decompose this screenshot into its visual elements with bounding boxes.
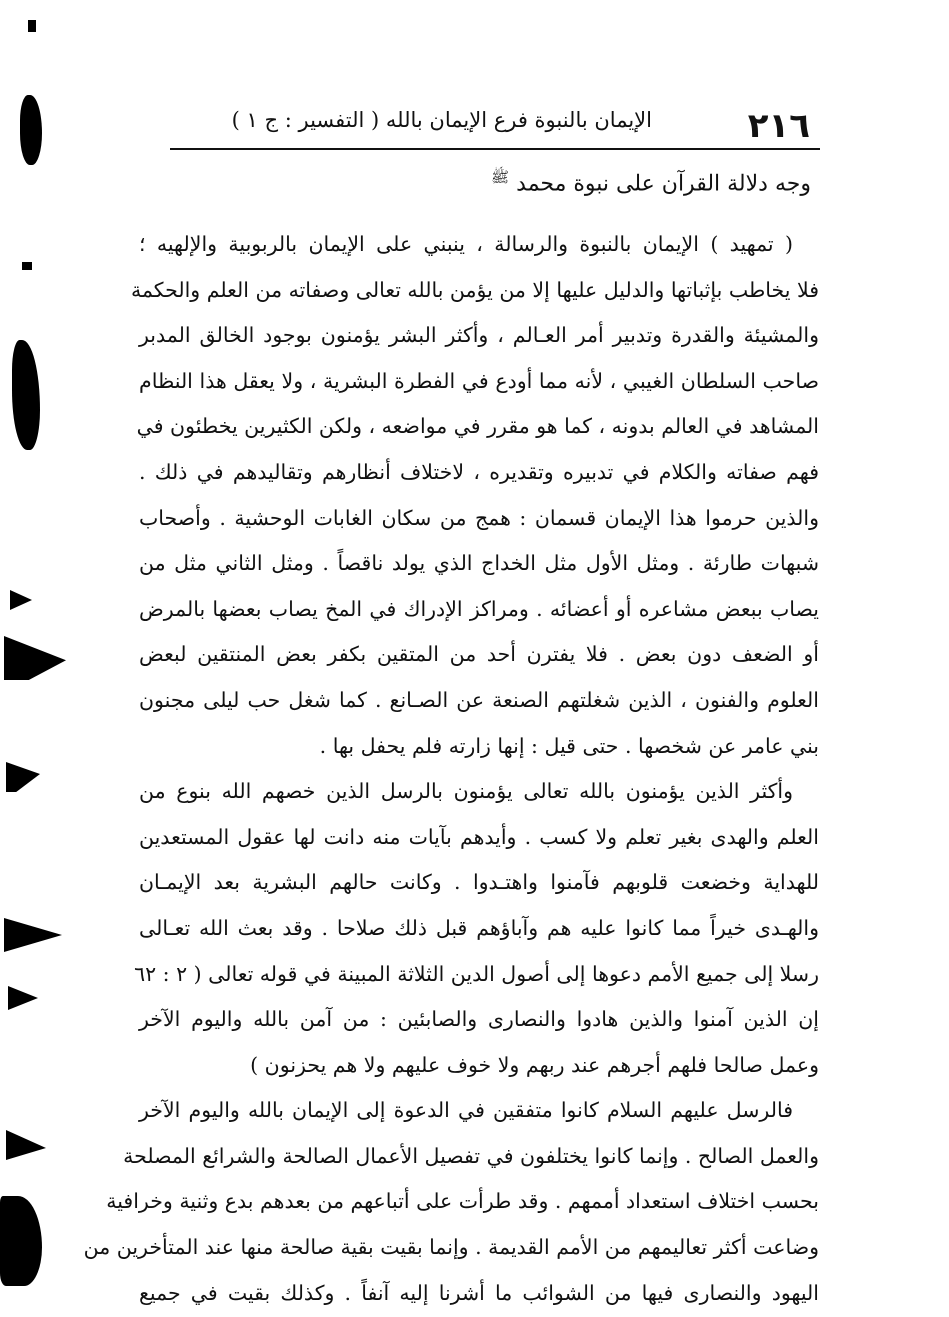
section-title — [491, 168, 811, 196]
text-line: والعمل الصالح . وإنما كانوا يختلفون في تفصيل الأعمال الصالحة والشرائع المصلحة — [123, 1143, 819, 1168]
text-line: إن الذين آمنوا والذين هادوا والنصارى والصابئين : من آمن بالله واليوم الآخر — [139, 1007, 819, 1032]
text-line: المشاهد في العالم بدونه ، كما هو مقرر في مواضعه ، ولكن الكثيرين يخطئون في — [136, 414, 819, 439]
scan-blot — [10, 590, 32, 610]
text-line: بني عامر عن شخصها . حتى قيل : إنها زارته فلم يحفل بها . — [319, 733, 819, 758]
text-line: فالرسل عليهم السلام كانوا متفقين في الدعوة إلى الإيمان بالله واليوم الآخر — [139, 1098, 793, 1123]
text-line: اليهود والنصارى فيها من الشوائب ما أشرنا إليه آنفاً . وكذلك بقيت في جميع — [139, 1280, 819, 1305]
text-line: ( تمهيد ) الإيمان بالنبوة والرسالة ، ينبني على الإيمان بالربوبية والإلهيه ؛ — [139, 232, 793, 256]
scan-blot — [20, 95, 42, 165]
text-line: وأكثر الذين يؤمنون بالله تعالى يؤمنون بالرسل الذين خصهم الله بنوع من — [139, 779, 793, 804]
text-line: للهداية وخضعت قلوبهم فآمنوا واهتـدوا . وكانت حالهم البشرية بعد الإيمـان — [139, 870, 819, 895]
body-text — [83, 222, 819, 1316]
text-line: يصاب ببعض مشاعره أو أعضائه . ومراكز الإدراك في المخ يصاب بعضها بالمرض — [139, 596, 819, 621]
text-line: أو الضعف دون بعض . فلا يفترن أحد من المتقين بكفر بعض المنتقين لبعض — [139, 642, 819, 667]
text-line: فلا يخاطب بإثباتها والدليل عليها إلا من يؤمن بالله تعالى وصفاته من العلم والحكمة — [130, 277, 819, 302]
running-head: الإيمان بالنبوة فرع الإيمان بالله ( التفسير : ج ١ ) — [231, 108, 652, 132]
text-line: والذين حرموا هذا الإيمان قسمان : همج من سكان الغابات الوحشية . وأصحاب — [139, 505, 819, 530]
scan-blot — [6, 1130, 46, 1160]
page-number: ٢١٦ — [747, 106, 810, 146]
scan-blot — [4, 918, 62, 952]
text-line: العلم والهدى بغير تعلم ولا كسب . وأيدهم بآيات منه دانت لها عقول المستعدين — [139, 824, 819, 849]
text-line: صاحب السلطان الغيبي ، لأنه مما أودع في الفطرة البشرية ، ولا يعقل هذا النظام — [139, 368, 819, 393]
text-line: والهـدى خيراً مما كانوا عليه هم وآباؤهم قبل ذلك صلاحا . وقد بعث الله تعـالى — [139, 915, 819, 940]
text-line: وعمل صالحا فلهم أجرهم عند ربهم ولا خوف عليهم ولا هم يحزنون ) — [250, 1052, 819, 1077]
scan-blot — [4, 636, 66, 680]
text-line: وضاعت أكثر تعاليمهم من الأمم القديمة . وإنما بقيت بقية صالحة منها عند المتأخرين من — [83, 1235, 819, 1260]
scan-blot — [8, 986, 38, 1010]
text-line: بحسب اختلاف استعداد أممهم . وقد طرأت على أتباعهم من بعدهم بدع وثنية وخرافية — [106, 1189, 819, 1214]
scan-blot — [22, 262, 32, 270]
text-line: والمشيئة والقدرة وتدبير أمر العـالم ، وأكثر البشر يؤمنون بوجود الخالق المدبر — [139, 323, 819, 348]
text-line: شبهات طارئة . ومثل الأول مثل الخداج الذي يولد ناقصاً . ومثل الثاني مثل من — [139, 551, 819, 576]
text-line: العلوم والفنون ، الذين شغلتهم الصنعة عن الصـانع . كما شغل حب ليلى مجنون — [139, 687, 819, 712]
scan-blot — [6, 762, 40, 792]
text-line: فهم صفاته والكلام في تدبيره وتقديره ، لاختلاف أنظارهم وتقاليدهم في ذلك . — [139, 459, 819, 484]
scan-blot — [0, 1196, 42, 1286]
honorific-mark: ﷺ — [491, 168, 510, 186]
scan-blot — [28, 20, 36, 32]
section-title-text: وجه دلالة القرآن على نبوة محمد — [516, 171, 811, 197]
header-rule — [170, 148, 820, 150]
scan-blot — [12, 340, 40, 450]
page-header — [170, 96, 820, 146]
text-line: رسلا إلى جميع الأمم دعوها إلى أصول الدين الثلاثة المبينة في قوله تعالى ( ٢ : ٦٢ — [134, 961, 819, 986]
